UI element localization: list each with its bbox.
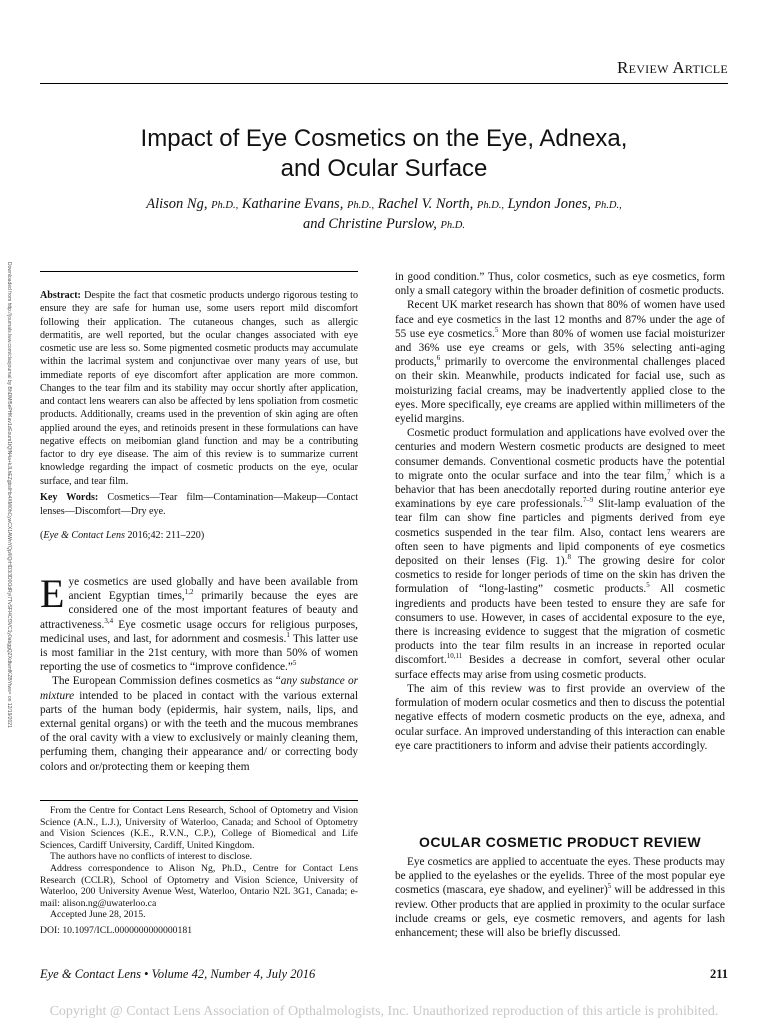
affiliation-text: From the Centre for Contact Lens Research, School of Optometry and Vision Science (A.N., L.J.), University of Waterloo, Canada; and School of Optometry and Vision Sciences (K.E., R.V.N., C.P.), College of Biomedical and Life Sciences, Cardiff University, Cardiff, United Kingdom. <box>40 805 358 851</box>
reference-marker: 10,11 <box>446 652 463 661</box>
intro-paragraph-2 <box>40 674 358 773</box>
market-research-paragraph <box>395 298 725 426</box>
reference-marker: 8 <box>567 553 571 562</box>
title-line-1: Impact of Eye Cosmetics on the Eye, Adnexa, <box>140 125 628 152</box>
doi-text: DOI: 10.1097/ICL.0000000000000181 <box>40 924 193 936</box>
text-run: which is a behavior that has been anecdotally reported during routine anterior eye examinations by eye care professionals. <box>395 469 725 511</box>
author-line-1 <box>40 195 728 215</box>
section-body-text <box>395 855 725 940</box>
drop-cap: E <box>40 571 65 616</box>
accepted-date: Accepted June 28, 2015. <box>50 909 146 921</box>
emphasis-text: any substance or mixture <box>40 675 358 702</box>
text-run: primarily to overcome the environmental challenges placed on their skin. Meanwhile, products indicated for facial use, such as moisturizing facial creams, may be inadvertently applied close to the eyes. More specifically, eye creams are applied within millimeters of the eyelid margins. <box>395 356 725 426</box>
continued-paragraph: in good condition.” Thus, color cosmetics, such as eye cosmetics, form only a small category within the broader definition of cosmetic products. <box>395 271 725 298</box>
text-run: This latter use is most familiar in the 21st century, with more than 50% of women reporting the use of cosmetics to “improve confidence.” <box>40 632 358 674</box>
footer-journal-name: Eye & Contact Lens <box>40 967 142 981</box>
author-degree: Ph.D., <box>594 200 622 211</box>
footer-volume: Volume 42, Number 4, July 2016 <box>151 967 316 981</box>
text-run: All cosmetic ingredients and products have been tested to ensure they are safe for consumers to use. However, in cases of accidental exposure to the eye, there is increasing evidence to suggest that the migration of cosmetic products into the tear film results in an increase in reported ocular discomfort. <box>395 583 725 667</box>
author-name: Alison Ng, <box>146 196 208 212</box>
reference-marker: 6 <box>436 354 441 363</box>
conflict-text: The authors have no conflicts of interest to disclose. <box>50 851 253 863</box>
author-degree: Ph.D. <box>440 220 465 231</box>
keywords-label: Key Words: <box>40 492 99 503</box>
footnote-rule <box>40 800 358 801</box>
text-run: Eye cosmetics are applied to accentuate the eyes. These products may be applied to the eyelashes or the eyelids. Three of the most popular eye cosmetics (mascara, eye shadow, and eyeliner) <box>395 856 725 897</box>
text-run: primarily because the eyes are considered one of the most important features of beauty and attractiveness. <box>40 590 358 631</box>
correspondence-text: Address correspondence to Alison Ng, Ph.D., Centre for Contact Lens Research (CCLR), School of Optometry and Vision Science, University of Waterloo, 200 University Avenue West, Waterloo, Ontario N2L 3G1, Canada; e-mail: alison.ng@uwaterloo.ca <box>40 862 358 909</box>
abstract-top-rule <box>40 271 358 272</box>
abstract-text: Despite the fact that cosmetic products undergo rigorous testing to ensure they are safe for human use, some users report mild discomfort following their application. The cutaneous changes, such as allergic dermatitis, are well reported, but the ocular changes associated with eye cosmetic use are less so. Some pigmented cosmetic products may accumulate within the lacrimal system and conjunctivae over many years of use, but immediate reports of eye discomfort after application are more common. Changes to the tear film and its stability may occur shortly after application, and contact lens wearers can also be affected by lens spoliation from cosmetic products. Additionally, creams used in the prevention of skin aging are often applied around the eyes, and retinoids present in these formulations can have negative effects on meibomian gland function and may be a contributing factor to dry eye disease. The aim of this review is to summarize current knowledge regarding the impact of cosmetic products on the eye, ocular surface, and tear film. <box>40 290 358 487</box>
article-title <box>40 124 728 184</box>
text-run: intended to be placed in contact with the various external parts of the human body (epidermis, hair system, nails, lips, and external genital organs) or with the teeth and the mucous membranes of the oral cavity with a view to exclusively or mainly cleaning them, perfuming them, changing their appearance and/ or correcting body colors and or/protecting them or keeping them <box>40 689 358 773</box>
author-name: Katharine Evans, <box>241 196 344 212</box>
citation-rest: 2016;42: 211–220) <box>127 530 205 541</box>
text-run: More than 80% of women use facial moisturizer and 36% use eye creams or gels, with 35% selecting anti-aging products, <box>395 327 725 369</box>
author-line-2 <box>40 215 728 235</box>
text-run: will be addressed in this review. Other products that are applied in proximity to the ocular surface include creams or gels, eye cosmetic removers, and agents for lash enhancement; these will also be briefly discussed. <box>395 884 725 940</box>
reference-marker: 1,2 <box>184 588 194 597</box>
reference-marker: 5 <box>292 659 297 668</box>
author-list <box>40 195 728 235</box>
author-name: Lyndon Jones, <box>507 196 592 212</box>
abstract-label: Abstract: <box>40 290 81 301</box>
author-degree: Ph.D., <box>346 200 375 211</box>
intro-paragraph-1 <box>40 571 358 674</box>
right-column-text <box>395 270 725 753</box>
author-degree: Ph.D., <box>211 200 239 211</box>
text-run: Slit-lamp evaluation of the tear film can show fine particles and pigments derived from eye cosmetics suspended in the tear film. Also, contact lens wearers are often seen to have pigments and lipid components of eye cosmetics deposited on their lenses (Fig. 1). <box>395 498 726 568</box>
title-line-2: and Ocular Surface <box>280 155 488 182</box>
copyright-notice: Copyright @ Contact Lens Association of Opthalmologists, Inc. Unauthorized reproduction of this article is prohibited. <box>49 1004 719 1019</box>
download-watermark-text: Downloaded from http://journals.lww.com/claojournal by BhDMf5ePHKav1zEoum1tQfN4a+kJLhEZgbsIHo4XMi0hCywCX1AWnYQp/IlQrHD3i3D0OdRyi7TvSFl4Cf3VC1y0abggQZXdtwnfKZBYtws= on 12/19/2021 <box>6 262 12 728</box>
reference-marker: 1 <box>286 631 290 640</box>
author-name: and Christine Purslow, <box>303 216 437 232</box>
reference-marker: 7 <box>667 468 671 477</box>
author-degree: Ph.D., <box>476 200 505 211</box>
citation: (Eye & Contact Lens 2016;42: 211–220) <box>40 530 205 541</box>
reference-marker: 5 <box>494 326 499 335</box>
header-rule <box>40 83 728 84</box>
reference-marker: 5 <box>646 581 650 590</box>
section-label: Review Article <box>616 58 728 77</box>
text-run: Eye cosmetic usage occurs for religious purposes, medicinal uses, and last, for adornment and cosmesis. <box>40 618 358 645</box>
abstract <box>40 289 358 488</box>
citation-journal: Eye & Contact Lens <box>43 530 125 541</box>
running-footer <box>40 967 315 982</box>
section-heading: OCULAR COSMETIC PRODUCT REVIEW <box>419 834 701 850</box>
reference-marker: 5 <box>607 882 612 891</box>
reference-marker: 3,4 <box>104 616 114 625</box>
text-run: Cosmetic product formulation and applications have evolved over the centuries and modern Western cosmetic products are designed to meet consumer demands. Conventional cosmetic products have the potential to migrate onto the ocular surface and into the tear film, <box>395 427 725 482</box>
page-number: 211 <box>709 967 728 981</box>
text-run: The European Commission defines cosmetics as “ <box>52 675 281 688</box>
text-run: ye cosmetics are used globally and have been available from ancient Egyptian times, <box>68 576 358 603</box>
keywords <box>40 491 358 518</box>
affiliation-footnote <box>40 805 358 937</box>
introduction-text <box>40 571 358 774</box>
author-name: Rachel V. North, <box>377 196 474 212</box>
reference-marker: 7–9 <box>582 496 594 505</box>
aim-paragraph: The aim of this review was to first provide an overview of the formulation of modern ocular cosmetics and then to discuss the potential negative effects of modern cosmetic products on the eye, adnexa, and ocular surface. An improved understanding of this interaction can enable eye care practitioners to inform and advise their patients accordingly. <box>395 682 725 752</box>
text-run: Recent UK market research has shown that 80% of women have used face and eye cosmetics in the last 12 months and 87% under the age of 55 use eye cosmetics. <box>395 299 725 340</box>
footer-bullet: • <box>144 967 149 981</box>
keywords-text: Cosmetics—Tear film—Contamination—Makeup—Contact lenses—Discomfort—Dry eye. <box>40 492 358 517</box>
formulation-paragraph <box>395 426 725 682</box>
text-run: The growing desire for color cosmetics to reside for longer periods of time on the skin has driven the formulation of “long-lasting” cosmetic products. <box>395 555 725 596</box>
section-paragraph-1 <box>395 855 725 940</box>
text-run: Besides a decrease in comfort, several other ocular surface effects may arise from using cosmetic products. <box>395 654 725 681</box>
